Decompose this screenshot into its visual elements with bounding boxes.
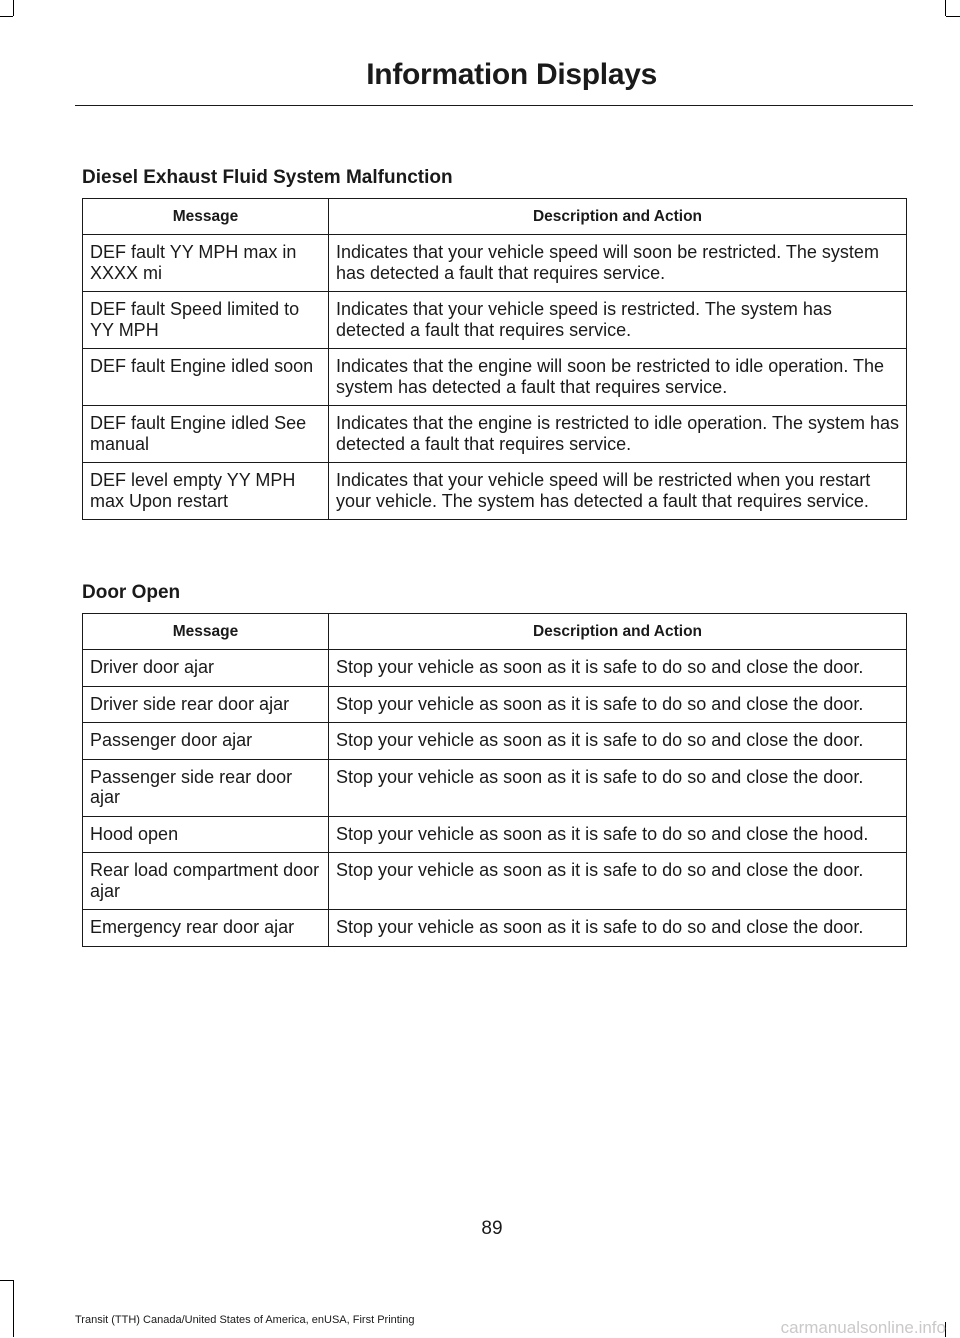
description-cell: Indicates that your vehicle speed will soon be restricted. The system has detected a fault that requires service. xyxy=(329,235,907,292)
message-cell: Passenger door ajar xyxy=(83,723,329,760)
message-cell: Rear load compartment door ajar xyxy=(83,853,329,910)
description-cell: Stop your vehicle as soon as it is safe to do so and close the door. xyxy=(329,853,907,910)
message-cell: Passenger side rear door ajar xyxy=(83,759,329,816)
message-cell: Emergency rear door ajar xyxy=(83,910,329,947)
description-cell: Stop your vehicle as soon as it is safe to do so and close the door. xyxy=(329,723,907,760)
table-row xyxy=(83,686,907,723)
description-cell: Indicates that the engine will soon be restricted to idle operation. The system has detected a fault that requires service. xyxy=(329,349,907,406)
description-cell: Indicates that your vehicle speed is restricted. The system has detected a fault that requires service. xyxy=(329,292,907,349)
door-open-table xyxy=(82,613,907,947)
crop-mark-bottom-left xyxy=(13,1280,14,1337)
message-cell: Driver side rear door ajar xyxy=(83,686,329,723)
table-row xyxy=(83,349,907,406)
table-row xyxy=(83,723,907,760)
page-title: Information Displays xyxy=(366,58,657,91)
section-heading-door-open: Door Open xyxy=(82,582,181,603)
table-row xyxy=(83,853,907,910)
table-row xyxy=(83,759,907,816)
column-header-description: Description and Action xyxy=(329,199,907,235)
table-row xyxy=(83,463,907,520)
table-row xyxy=(83,235,907,292)
table-row xyxy=(83,406,907,463)
description-cell: Indicates that the engine is restricted to idle operation. The system has detected a fault that requires service. xyxy=(329,406,907,463)
crop-mark-bottom-left xyxy=(0,1280,13,1281)
table-row xyxy=(83,650,907,687)
message-cell: DEF fault Engine idled See manual xyxy=(83,406,329,463)
column-header-description: Description and Action xyxy=(329,614,907,650)
description-cell: Stop your vehicle as soon as it is safe to do so and close the door. xyxy=(329,650,907,687)
message-cell: DEF fault Engine idled soon xyxy=(83,349,329,406)
message-cell: DEF fault YY MPH max in XXXX mi xyxy=(83,235,329,292)
message-cell: DEF level empty YY MPH max Upon restart xyxy=(83,463,329,520)
table-header-row xyxy=(83,614,907,650)
column-header-message: Message xyxy=(83,614,329,650)
crop-mark-top-right xyxy=(946,16,960,17)
watermark: carmanualsonline.info xyxy=(780,1318,946,1337)
description-cell: Indicates that your vehicle speed will be restricted when you restart your vehicle. The system has detected a fault that requires service. xyxy=(329,463,907,520)
column-header-message: Message xyxy=(83,199,329,235)
description-cell: Stop your vehicle as soon as it is safe to do so and close the hood. xyxy=(329,816,907,853)
crop-mark-top-left xyxy=(13,0,14,16)
publication-info: Transit (TTH) Canada/United States of America, enUSA, First Printing xyxy=(75,1314,415,1326)
description-cell: Stop your vehicle as soon as it is safe to do so and close the door. xyxy=(329,759,907,816)
def-malfunction-table xyxy=(82,198,907,520)
title-divider xyxy=(75,105,913,106)
description-cell: Stop your vehicle as soon as it is safe to do so and close the door. xyxy=(329,910,907,947)
description-cell: Stop your vehicle as soon as it is safe to do so and close the door. xyxy=(329,686,907,723)
table-row xyxy=(83,292,907,349)
section-heading-def-malfunction: Diesel Exhaust Fluid System Malfunction xyxy=(82,167,453,188)
table-row xyxy=(83,910,907,947)
crop-mark-top-left xyxy=(0,16,13,17)
table-header-row xyxy=(83,199,907,235)
message-cell: Hood open xyxy=(83,816,329,853)
message-cell: DEF fault Speed limited to YY MPH xyxy=(83,292,329,349)
crop-mark-top-right xyxy=(945,0,946,16)
table-row xyxy=(83,816,907,853)
message-cell: Driver door ajar xyxy=(83,650,329,687)
page-number: 89 xyxy=(481,1218,503,1239)
